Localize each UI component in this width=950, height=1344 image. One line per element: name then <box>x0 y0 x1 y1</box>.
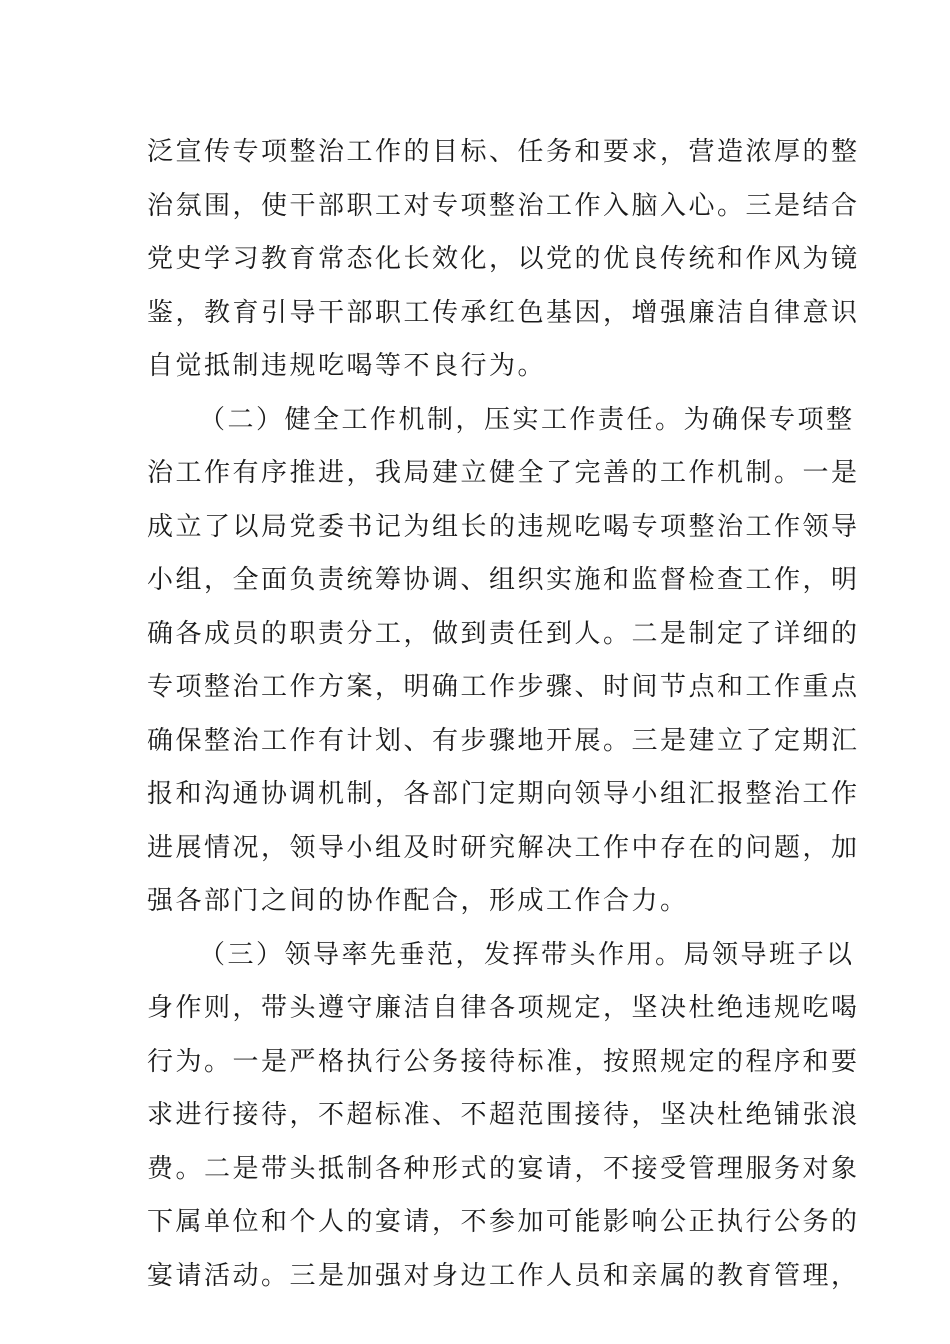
text-line: 治氛围，使干部职工对专项整治工作入脑入心。三是结合 <box>147 190 860 221</box>
text-line: 报和沟通协调机制，各部门定期向领导小组汇报整治工作 <box>147 779 860 809</box>
text-line: 确保整治工作有计划、有步骤地开展。三是建立了定期汇 <box>147 725 860 756</box>
text-line: 下属单位和个人的宴请，不参加可能影响公正执行公务的 <box>147 1207 860 1237</box>
text-line: 进展情况，领导小组及时研究解决工作中存在的问题，加 <box>147 832 860 863</box>
text-line: 宴请活动。三是加强对身边工作人员和亲属的教育管理， <box>147 1260 860 1291</box>
text-line: 小组，全面负责统筹协调、组织实施和监督检查工作，明 <box>147 565 860 595</box>
text-line: 自觉抵制违规吃喝等不良行为。 <box>147 351 547 381</box>
text-line: 治工作有序推进，我局建立健全了完善的工作机制。一是 <box>147 458 860 488</box>
text-line: 专项整治工作方案，明确工作步骤、时间节点和工作重点 <box>147 672 860 702</box>
text-line: 成立了以局党委书记为组长的违规吃喝专项整治工作领导 <box>147 511 860 542</box>
text-line: （二）健全工作机制，压实工作责任。为确保专项整 <box>199 404 855 435</box>
text-line: 确各成员的职责分工，做到责任到人。二是制定了详细的 <box>147 618 860 649</box>
text-line: 鉴，教育引导干部职工传承红色基因，增强廉洁自律意识 <box>147 297 860 328</box>
text-line: 身作则，带头遵守廉洁自律各项规定，坚决杜绝违规吃喝 <box>147 993 860 1023</box>
text-line: 泛宣传专项整治工作的目标、任务和要求，营造浓厚的整 <box>147 137 860 167</box>
paragraph-2 <box>147 394 860 929</box>
text-line: 党史学习教育常态化长效化，以党的优良传统和作风为镜 <box>147 244 860 274</box>
text-line: 强各部门之间的协作配合，形成工作合力。 <box>147 886 689 916</box>
paragraph-1 <box>147 126 860 394</box>
text-line: 行为。一是严格执行公务接待标准，按照规定的程序和要 <box>147 1046 860 1077</box>
text-line: 求进行接待，不超标准、不超范围接待，坚决杜绝铺张浪 <box>147 1100 860 1130</box>
document-page <box>147 126 860 1303</box>
text-line: （三）领导率先垂范，发挥带头作用。局领导班子以 <box>199 939 855 970</box>
paragraph-3 <box>147 929 860 1304</box>
text-line: 费。二是带头抵制各种形式的宴请，不接受管理服务对象 <box>147 1153 860 1184</box>
